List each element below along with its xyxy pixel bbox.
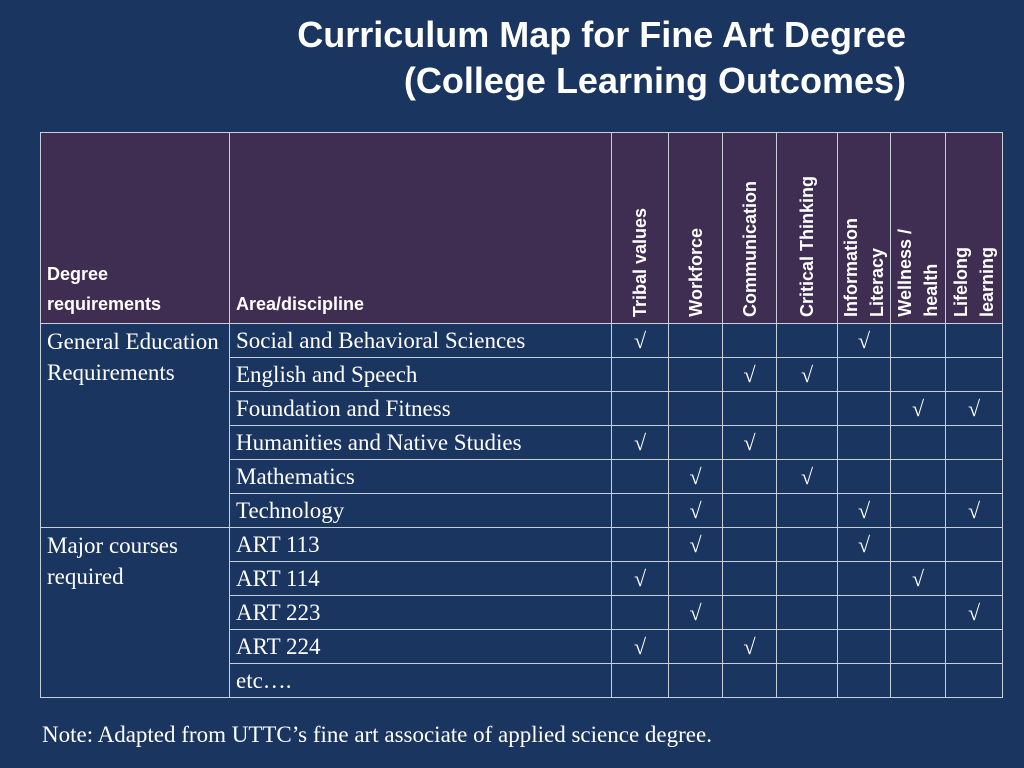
title-line-2: (College Learning Outcomes) xyxy=(403,60,906,101)
empty-cell xyxy=(838,664,891,698)
check-mark-cell: √ xyxy=(669,528,723,562)
check-mark-cell: √ xyxy=(669,494,723,528)
check-mark-cell: √ xyxy=(612,630,669,664)
empty-cell xyxy=(946,324,1003,358)
source-note: Note: Adapted from UTTC’s fine art associate of applied science degree. xyxy=(42,722,712,747)
empty-cell xyxy=(777,630,838,664)
header-outcome-label: Wellness / health xyxy=(895,229,941,317)
slide-title xyxy=(297,12,906,104)
empty-cell xyxy=(838,630,891,664)
area-discipline-cell: ART 113 xyxy=(230,528,612,562)
empty-cell xyxy=(723,562,777,596)
empty-cell xyxy=(838,562,891,596)
empty-cell xyxy=(777,426,838,460)
empty-cell xyxy=(838,596,891,630)
check-mark-cell: √ xyxy=(838,494,891,528)
empty-cell xyxy=(891,460,946,494)
empty-cell xyxy=(612,494,669,528)
empty-cell xyxy=(777,664,838,698)
check-mark-cell: √ xyxy=(946,494,1003,528)
empty-cell xyxy=(777,596,838,630)
empty-cell xyxy=(777,528,838,562)
check-mark-cell: √ xyxy=(891,392,946,426)
check-mark-cell: √ xyxy=(612,426,669,460)
area-discipline-cell: ART 224 xyxy=(230,630,612,664)
check-mark-cell: √ xyxy=(723,426,777,460)
check-mark-cell: √ xyxy=(612,562,669,596)
empty-cell xyxy=(669,562,723,596)
empty-cell xyxy=(723,392,777,426)
header-degree-requirements: Degree requirements xyxy=(41,133,230,324)
header-area-discipline: Area/discipline xyxy=(230,133,612,324)
header-outcome xyxy=(723,133,777,324)
empty-cell xyxy=(612,392,669,426)
empty-cell xyxy=(669,426,723,460)
empty-cell xyxy=(612,460,669,494)
check-mark-cell: √ xyxy=(891,562,946,596)
empty-cell xyxy=(777,324,838,358)
check-mark-cell: √ xyxy=(777,358,838,392)
empty-cell xyxy=(946,426,1003,460)
empty-cell xyxy=(946,630,1003,664)
area-discipline-cell: Mathematics xyxy=(230,460,612,494)
header-outcome xyxy=(838,133,891,324)
empty-cell xyxy=(723,528,777,562)
area-discipline-cell: Humanities and Native Studies xyxy=(230,426,612,460)
empty-cell xyxy=(612,596,669,630)
header-outcome xyxy=(612,133,669,324)
empty-cell xyxy=(838,358,891,392)
empty-cell xyxy=(723,494,777,528)
check-mark-cell: √ xyxy=(723,630,777,664)
header-outcome xyxy=(891,133,946,324)
check-mark-cell: √ xyxy=(946,392,1003,426)
empty-cell xyxy=(891,358,946,392)
empty-cell xyxy=(946,562,1003,596)
empty-cell xyxy=(777,494,838,528)
degree-requirement-group: General Education Requirements xyxy=(41,324,230,528)
empty-cell xyxy=(891,630,946,664)
empty-cell xyxy=(946,460,1003,494)
empty-cell xyxy=(669,358,723,392)
empty-cell xyxy=(669,664,723,698)
header-outcome-label: Critical Thinking xyxy=(797,175,817,317)
area-discipline-cell: English and Speech xyxy=(230,358,612,392)
empty-cell xyxy=(612,528,669,562)
table-header-row xyxy=(41,133,1003,324)
empty-cell xyxy=(777,392,838,426)
empty-cell xyxy=(777,562,838,596)
table-row xyxy=(41,528,1003,562)
empty-cell xyxy=(891,664,946,698)
check-mark-cell: √ xyxy=(946,596,1003,630)
empty-cell xyxy=(723,596,777,630)
area-discipline-cell: Social and Behavioral Sciences xyxy=(230,324,612,358)
title-line-1: Curriculum Map for Fine Art Degree xyxy=(297,14,906,55)
area-discipline-cell: etc…. xyxy=(230,664,612,698)
empty-cell xyxy=(891,528,946,562)
check-mark-cell: √ xyxy=(838,324,891,358)
header-outcome-label: Information Literacy xyxy=(841,218,887,317)
header-outcome-label: Communication xyxy=(739,180,760,317)
area-discipline-cell: ART 223 xyxy=(230,596,612,630)
header-outcome-label: Tribal values xyxy=(630,207,650,317)
empty-cell xyxy=(946,358,1003,392)
degree-requirement-group: Major courses required xyxy=(41,528,230,698)
empty-cell xyxy=(723,460,777,494)
empty-cell xyxy=(612,664,669,698)
check-mark-cell: √ xyxy=(723,358,777,392)
area-discipline-cell: ART 114 xyxy=(230,562,612,596)
empty-cell xyxy=(891,426,946,460)
check-mark-cell: √ xyxy=(777,460,838,494)
empty-cell xyxy=(946,664,1003,698)
empty-cell xyxy=(838,426,891,460)
empty-cell xyxy=(612,358,669,392)
empty-cell xyxy=(669,324,723,358)
header-outcome xyxy=(946,133,1003,324)
curriculum-table xyxy=(40,132,1003,698)
table-body xyxy=(41,324,1003,698)
empty-cell xyxy=(946,528,1003,562)
empty-cell xyxy=(723,324,777,358)
empty-cell xyxy=(891,494,946,528)
header-outcome xyxy=(669,133,723,324)
empty-cell xyxy=(838,392,891,426)
check-mark-cell: √ xyxy=(612,324,669,358)
area-discipline-cell: Foundation and Fitness xyxy=(230,392,612,426)
empty-cell xyxy=(838,460,891,494)
empty-cell xyxy=(669,630,723,664)
table-row xyxy=(41,324,1003,358)
check-mark-cell: √ xyxy=(669,596,723,630)
area-discipline-cell: Technology xyxy=(230,494,612,528)
empty-cell xyxy=(723,664,777,698)
header-outcome-label: Lifelong learning xyxy=(951,246,997,317)
check-mark-cell: √ xyxy=(669,460,723,494)
header-outcome xyxy=(777,133,838,324)
check-mark-cell: √ xyxy=(838,528,891,562)
empty-cell xyxy=(891,324,946,358)
header-outcome-label: Workforce xyxy=(685,228,706,317)
empty-cell xyxy=(891,596,946,630)
empty-cell xyxy=(669,392,723,426)
